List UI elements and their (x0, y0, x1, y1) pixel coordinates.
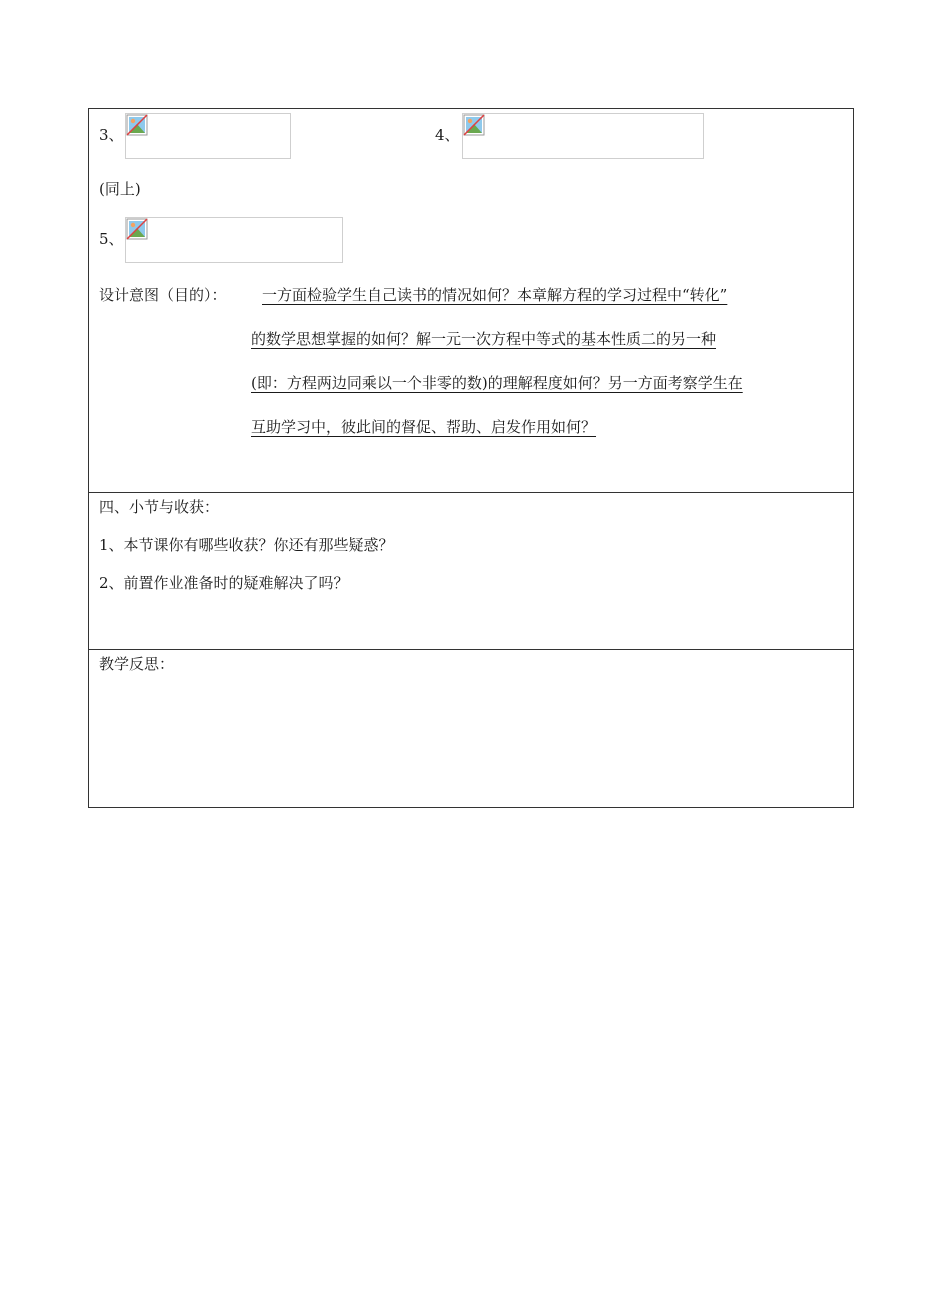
item-3-label: 3、 (99, 126, 124, 144)
broken-image-icon (126, 218, 148, 240)
summary-section (89, 492, 853, 650)
item-5-label: 5、 (99, 230, 124, 248)
reflection-section (89, 649, 853, 808)
design-intent-line-2: 的数学思想掌握的如何？解一元一次方程中等式的基本性质二的另一种 (251, 330, 717, 348)
broken-image-icon (463, 114, 485, 136)
item-4-label: 4、 (435, 126, 460, 144)
reflection-title: 教学反思： (99, 655, 175, 673)
summary-question-1: 1、本节课你有哪些收获？你还有那些疑惑？ (99, 536, 394, 554)
summary-title: 四、小节与收获： (99, 498, 220, 516)
summary-question-2: 2、前置作业准备时的疑难解决了吗？ (99, 574, 349, 592)
design-intent-line-1: 一方面检验学生自己读书的情况如何？本章解方程的学习过程中“转化” (262, 286, 728, 304)
item-3-image (125, 113, 291, 159)
item-4-image (462, 113, 704, 159)
item-5-image (125, 217, 343, 263)
same-as-above-note: (同上) (99, 180, 141, 198)
design-intent-label: 设计意图（目的）： (99, 286, 227, 304)
exercise-section (89, 109, 853, 493)
broken-image-icon (126, 114, 148, 136)
lesson-table (88, 108, 854, 808)
design-intent-line-3: (即：方程两边同乘以一个非零的数)的理解程度如何？另一方面考察学生在 (251, 374, 743, 392)
design-intent-line-4: 互助学习中，彼此间的督促、帮助、启发作用如何？ (251, 418, 597, 436)
